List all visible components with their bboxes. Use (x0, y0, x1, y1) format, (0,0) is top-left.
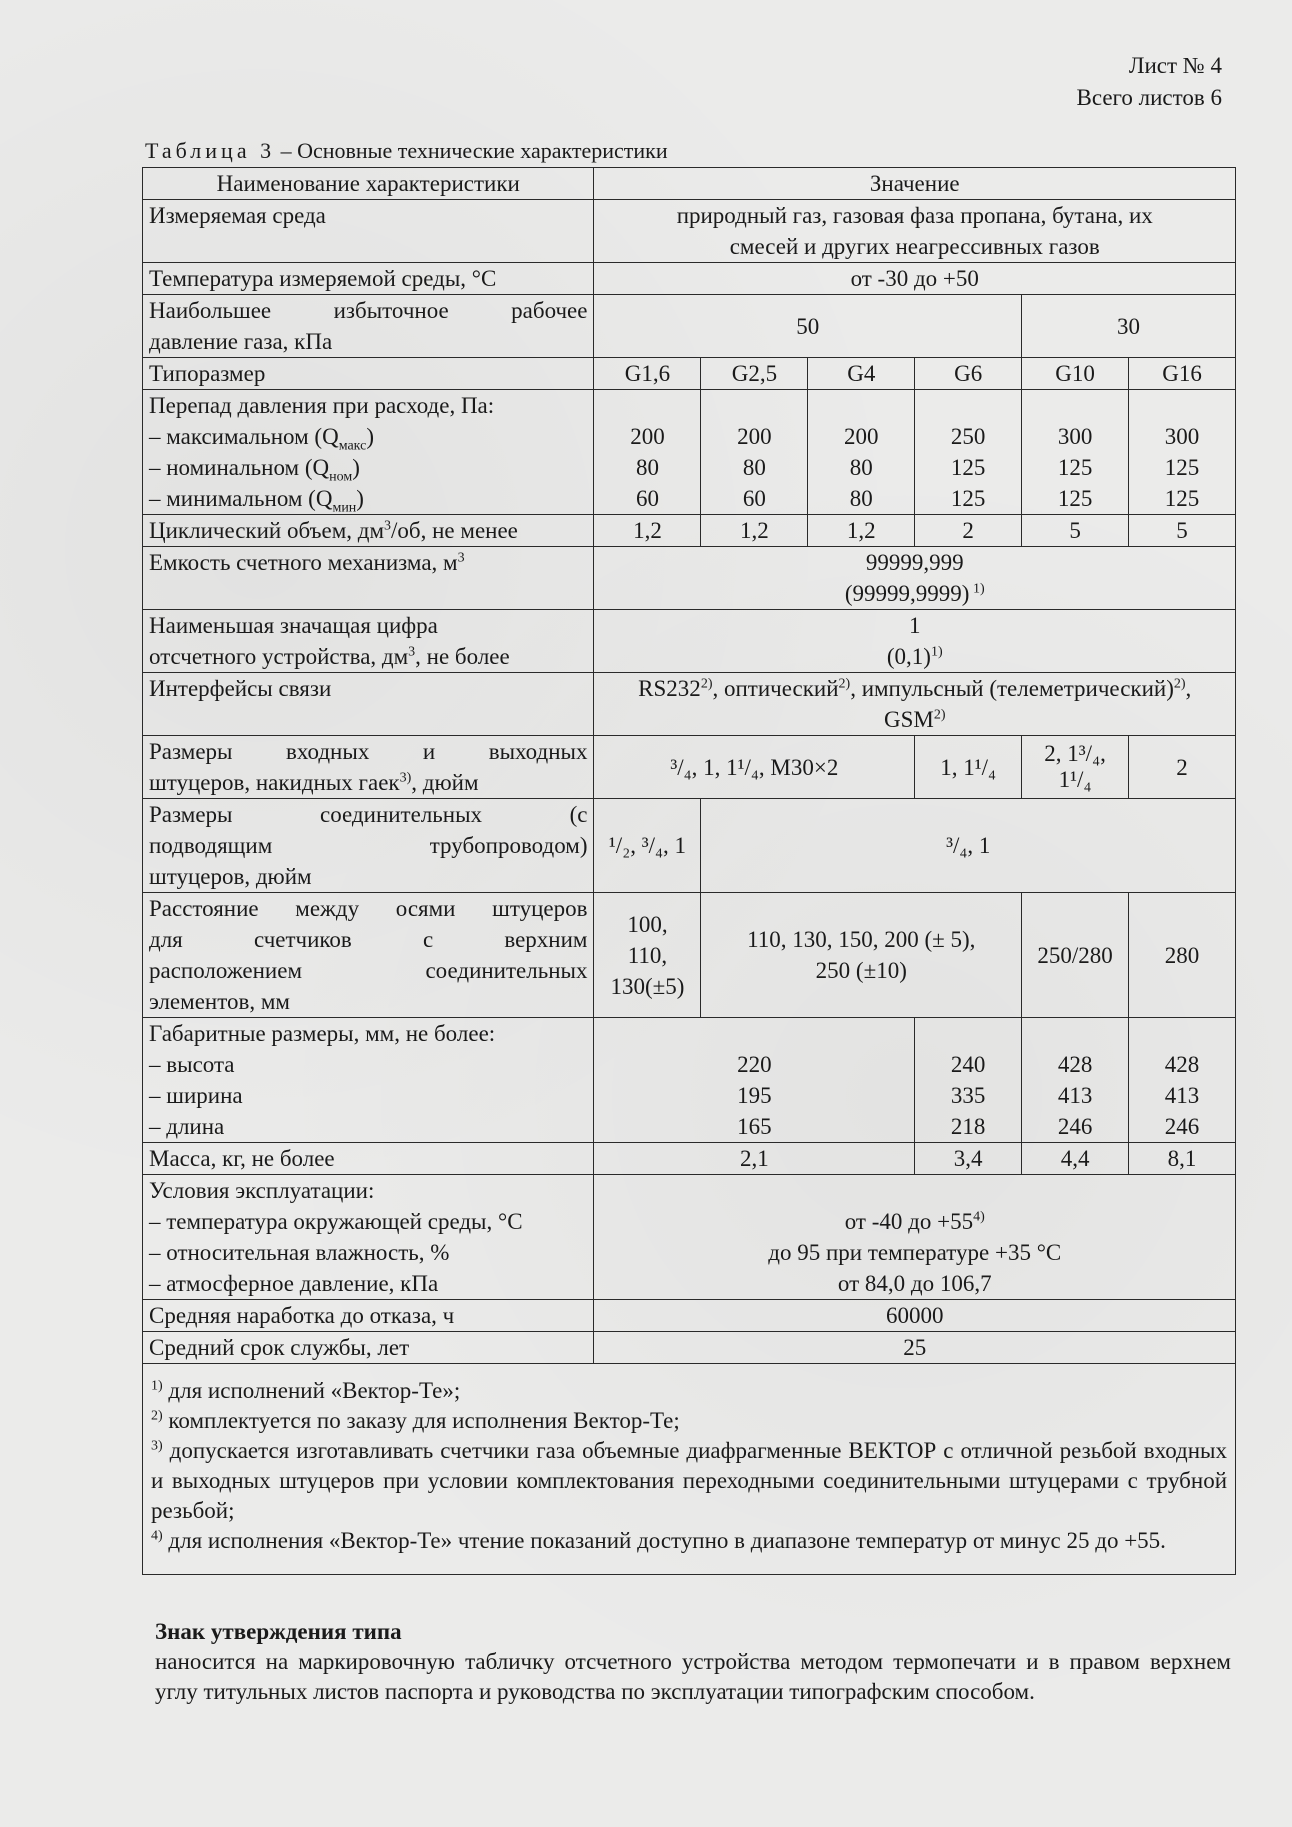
row-label (143, 547, 594, 610)
row-label (143, 1175, 594, 1300)
size-value: G16 (1129, 358, 1236, 390)
text: 300 (1164, 424, 1200, 449)
row-value: 4,4 (1022, 1143, 1129, 1175)
text: подводящим трубопроводом) (149, 833, 588, 858)
size-value: G4 (808, 358, 915, 390)
text: 413 (1164, 1083, 1200, 1108)
table-row-size (143, 358, 1236, 390)
text: – атмосферное давление, кПа (149, 1271, 439, 1296)
text: штуцеров, накидных гаек (149, 770, 400, 795)
row-value (594, 673, 1236, 736)
text: 1 (908, 613, 921, 638)
footnotes (143, 1364, 1236, 1575)
text: (0,1) (886, 644, 931, 669)
text: для исполнения «Вектор-Те» чтение показаний доступно в диапазоне температур от минус 25 до +55. (162, 1528, 1166, 1553)
text: 125 (950, 455, 986, 480)
table-row (143, 893, 1236, 1018)
table-row (143, 610, 1236, 673)
text: 60 (742, 486, 766, 511)
text: 413 (1057, 1083, 1093, 1108)
table-row (143, 390, 1236, 515)
row-value (1022, 736, 1129, 799)
footnote (151, 1406, 1227, 1436)
footnote (151, 1436, 1227, 1526)
label-text: – номинальном (Q (149, 455, 330, 480)
text: для исполнений «Вектор-Те»; (162, 1378, 461, 1403)
value-line: природный газ, газовая фаза пропана, бутана, их (676, 203, 1153, 228)
text: Расстояние между осями штуцеров (149, 896, 588, 921)
row-value: 30 (1022, 295, 1236, 358)
text: 100, (627, 911, 668, 937)
text: , дюйм (411, 770, 479, 795)
text: отсчетного устройства, дм (149, 644, 409, 669)
row-value: 3,4 (915, 1143, 1022, 1175)
row-value: 2 (1129, 736, 1236, 799)
text: 4) (973, 1209, 985, 1225)
row-label: Средний срок службы, лет (143, 1332, 594, 1364)
text: – температура окружающей среды, °С (149, 1209, 523, 1234)
text: 130(±5) (610, 973, 685, 999)
row-value (1129, 1018, 1236, 1143)
label-subscript: макс (338, 438, 367, 454)
text: 200 (737, 424, 772, 449)
text: , не более (415, 644, 510, 669)
col-header-name: Наименование характеристики (143, 168, 594, 200)
label-subscript: мин (332, 500, 357, 516)
row-value (701, 390, 808, 515)
footnotes-row (143, 1364, 1236, 1575)
text: Наименьшая значащая цифра (149, 613, 438, 638)
sheet-info (1076, 50, 1222, 114)
row-value (701, 893, 1022, 1018)
row-label (143, 295, 594, 358)
text: 80 (849, 486, 873, 511)
text: 3 (408, 644, 416, 660)
table-row (143, 263, 1236, 295)
text: 80 (849, 455, 873, 480)
text: – ширина (149, 1083, 243, 1108)
text: 428 (1164, 1052, 1200, 1077)
row-label (143, 390, 594, 515)
text: 125 (1057, 486, 1093, 511)
row-value (594, 1175, 1236, 1300)
text: Размеры соединительных (с (149, 802, 588, 827)
label-line: Наибольшее избыточное рабочее (149, 298, 588, 323)
table-caption-prefix: Таблица 3 (145, 138, 276, 163)
specifications-table (142, 167, 1236, 1575)
size-value: G1,6 (594, 358, 701, 390)
text: RS232 (638, 676, 701, 701)
text: 250 (±10) (815, 958, 907, 983)
text: 125 (1164, 486, 1200, 511)
text: комплектуется по заказу для исполнения Вектор-Те; (162, 1408, 680, 1433)
text: 125 (1057, 455, 1093, 480)
row-value: 1,2 (701, 515, 808, 547)
table-header-row (143, 168, 1236, 200)
table-row (143, 673, 1236, 736)
table-row (143, 736, 1236, 799)
text: 300 (1057, 424, 1093, 449)
label-line: – максимальном $(Q_{макс})$ (149, 424, 375, 454)
text: Габаритные размеры, мм, не более: (149, 1021, 496, 1046)
row-value (594, 200, 1236, 263)
footnote (151, 1526, 1227, 1556)
size-value: G2,5 (701, 358, 808, 390)
text: для счетчиков с верхним (149, 927, 588, 952)
text: 80 (635, 455, 659, 480)
approval-mark-section (155, 1617, 1231, 1707)
text: 1) (969, 581, 985, 597)
row-value: 50 (594, 295, 1022, 358)
row-value: ³/₄, 1 (701, 799, 1236, 893)
text: 200 (844, 424, 879, 449)
row-value (1129, 390, 1236, 515)
size-value: G6 (915, 358, 1022, 390)
table-row (143, 200, 1236, 263)
text: 125 (950, 486, 986, 511)
row-label: Интерфейсы связи (143, 673, 594, 736)
row-value (594, 547, 1236, 610)
row-value (808, 390, 915, 515)
row-value: ³/₄, 1, 1¹/₄, М30×2 (594, 736, 915, 799)
row-value: 250/280 (1022, 893, 1129, 1018)
row-value (594, 610, 1236, 673)
row-label (143, 736, 594, 799)
text: 250 (950, 424, 986, 449)
row-label (143, 1018, 594, 1143)
text: – относительная влажность, % (149, 1240, 450, 1265)
text: 80 (742, 455, 766, 480)
row-value (594, 893, 701, 1018)
text: Емкость счетного механизма, м (149, 550, 458, 575)
text: допускается изготавливать счетчики газа объемные диафрагменные ВЕКТОР с отличной резьбой входных и выходных штуцеров при условии комплектования переходными соединительными штуцерами с трубной резьбой; (151, 1438, 1227, 1523)
text: 2) (700, 676, 713, 692)
total-sheets: Всего листов 6 (1076, 85, 1222, 110)
text: , оптический (712, 676, 839, 701)
label-line: Перепад давления при расходе, Па: (149, 393, 495, 418)
text: элементов, мм (149, 989, 290, 1014)
label-text: – максимальном (Q (149, 424, 339, 449)
label-subscript: ном (329, 469, 353, 485)
value-line: смесей и других неагрессивных газов (729, 234, 1100, 259)
row-value (915, 390, 1022, 515)
text: 1) (151, 1378, 163, 1394)
size-value: G10 (1022, 358, 1129, 390)
row-value (594, 390, 701, 515)
text: 218 (950, 1114, 986, 1139)
row-label (143, 799, 594, 893)
text: Условия эксплуатации: (149, 1178, 375, 1203)
row-value: 2,1 (594, 1143, 915, 1175)
row-value: 5 (1022, 515, 1129, 547)
section-body: наносится на маркировочную табличку отсчетного устройства методом термопечати и в правом верхнем углу титульных листов паспорта и руководства по эксплуатации типографским способом. (155, 1649, 1231, 1704)
text: от -40 до +55 (844, 1209, 974, 1234)
row-value (1022, 1018, 1129, 1143)
table-row (143, 515, 1236, 547)
text: 240 (950, 1052, 986, 1077)
table-row (143, 1332, 1236, 1364)
text: 99999,999 (865, 550, 964, 575)
text: 3 (384, 518, 392, 534)
col-header-value: Значение (594, 168, 1236, 200)
text: 60 (635, 486, 659, 511)
text: расположением соединительных (149, 958, 588, 983)
row-value: ¹/₂, ³/₄, 1 (594, 799, 701, 893)
text: (99999,9999) (844, 581, 970, 606)
row-label (143, 515, 594, 547)
text: 200 (630, 424, 665, 449)
text: 2) (151, 1408, 163, 1424)
row-value: 2 (915, 515, 1022, 547)
text: 1¹/₄ (1058, 767, 1092, 792)
text: Циклический объем, дм (149, 518, 385, 543)
table-caption (145, 138, 668, 164)
text: 1) (930, 644, 943, 660)
row-label (143, 610, 594, 673)
row-label: Температура измеряемой среды, °С (143, 263, 594, 295)
text: 110, 130, 150, 200 (± 5), (747, 927, 976, 952)
text: 2) (933, 707, 946, 723)
section-title: Знак утверждения типа (155, 1619, 402, 1644)
row-value (1022, 390, 1129, 515)
row-value: 25 (594, 1332, 1236, 1364)
text: 4) (151, 1528, 163, 1544)
text: 125 (1164, 455, 1200, 480)
text: 3) (399, 770, 412, 786)
row-value: 1,2 (808, 515, 915, 547)
text: , (1185, 676, 1192, 701)
text: 335 (950, 1083, 986, 1108)
text: , импульсный (телеметрический) (850, 676, 1174, 701)
label-text: – минимальном (Q (149, 486, 333, 511)
text: 220 (737, 1052, 772, 1077)
label-line: – минимальном $(Q_{мин})$ (149, 486, 364, 516)
text: GSM (883, 707, 934, 732)
row-label: Средняя наработка до отказа, ч (143, 1300, 594, 1332)
text: 165 (737, 1114, 772, 1139)
row-value: 1, 1¹/₄ (915, 736, 1022, 799)
text: – высота (149, 1052, 235, 1077)
row-value (594, 1018, 915, 1143)
table-row (143, 799, 1236, 893)
text: Размеры входных и выходных (149, 739, 588, 764)
text: 3 (457, 550, 465, 566)
row-label: Типоразмер (143, 358, 594, 390)
text: /об, не менее (391, 518, 518, 543)
row-value: 60000 (594, 1300, 1236, 1332)
table-row (143, 547, 1236, 610)
row-value: от -30 до +50 (594, 263, 1236, 295)
text: 2, 1³/₄, (1044, 741, 1106, 766)
table-row (143, 1300, 1236, 1332)
row-value: 280 (1129, 893, 1236, 1018)
text: 428 (1057, 1052, 1093, 1077)
text: 110, (627, 942, 668, 968)
table-row (143, 1018, 1236, 1143)
row-value: 1,2 (594, 515, 701, 547)
text: до 95 при температуре +35 °С (768, 1240, 1062, 1265)
table-row (143, 1175, 1236, 1300)
row-value: 8,1 (1129, 1143, 1236, 1175)
row-label (143, 893, 594, 1018)
label-line: давление газа, кПа (149, 329, 333, 354)
row-label: Измеряемая среда (143, 200, 594, 263)
footnote (151, 1376, 1227, 1406)
text: 2) (838, 676, 851, 692)
text: – длина (149, 1114, 225, 1139)
text: 246 (1164, 1114, 1200, 1139)
label-line: – номинальном $(Q_{ном})$ (149, 455, 360, 485)
table-caption-text: – Основные технические характеристики (275, 138, 668, 163)
text: 246 (1057, 1114, 1093, 1139)
row-value (915, 1018, 1022, 1143)
table-row (143, 1143, 1236, 1175)
table-row (143, 295, 1236, 358)
text: от 84,0 до 106,7 (837, 1271, 992, 1296)
row-label: Масса, кг, не более (143, 1143, 594, 1175)
text: штуцеров, дюйм (149, 864, 312, 889)
text: 3) (151, 1438, 163, 1454)
row-value: 5 (1129, 515, 1236, 547)
sheet-number: Лист № 4 (1128, 53, 1222, 78)
text: 2) (1173, 676, 1186, 692)
text: 195 (737, 1083, 772, 1108)
